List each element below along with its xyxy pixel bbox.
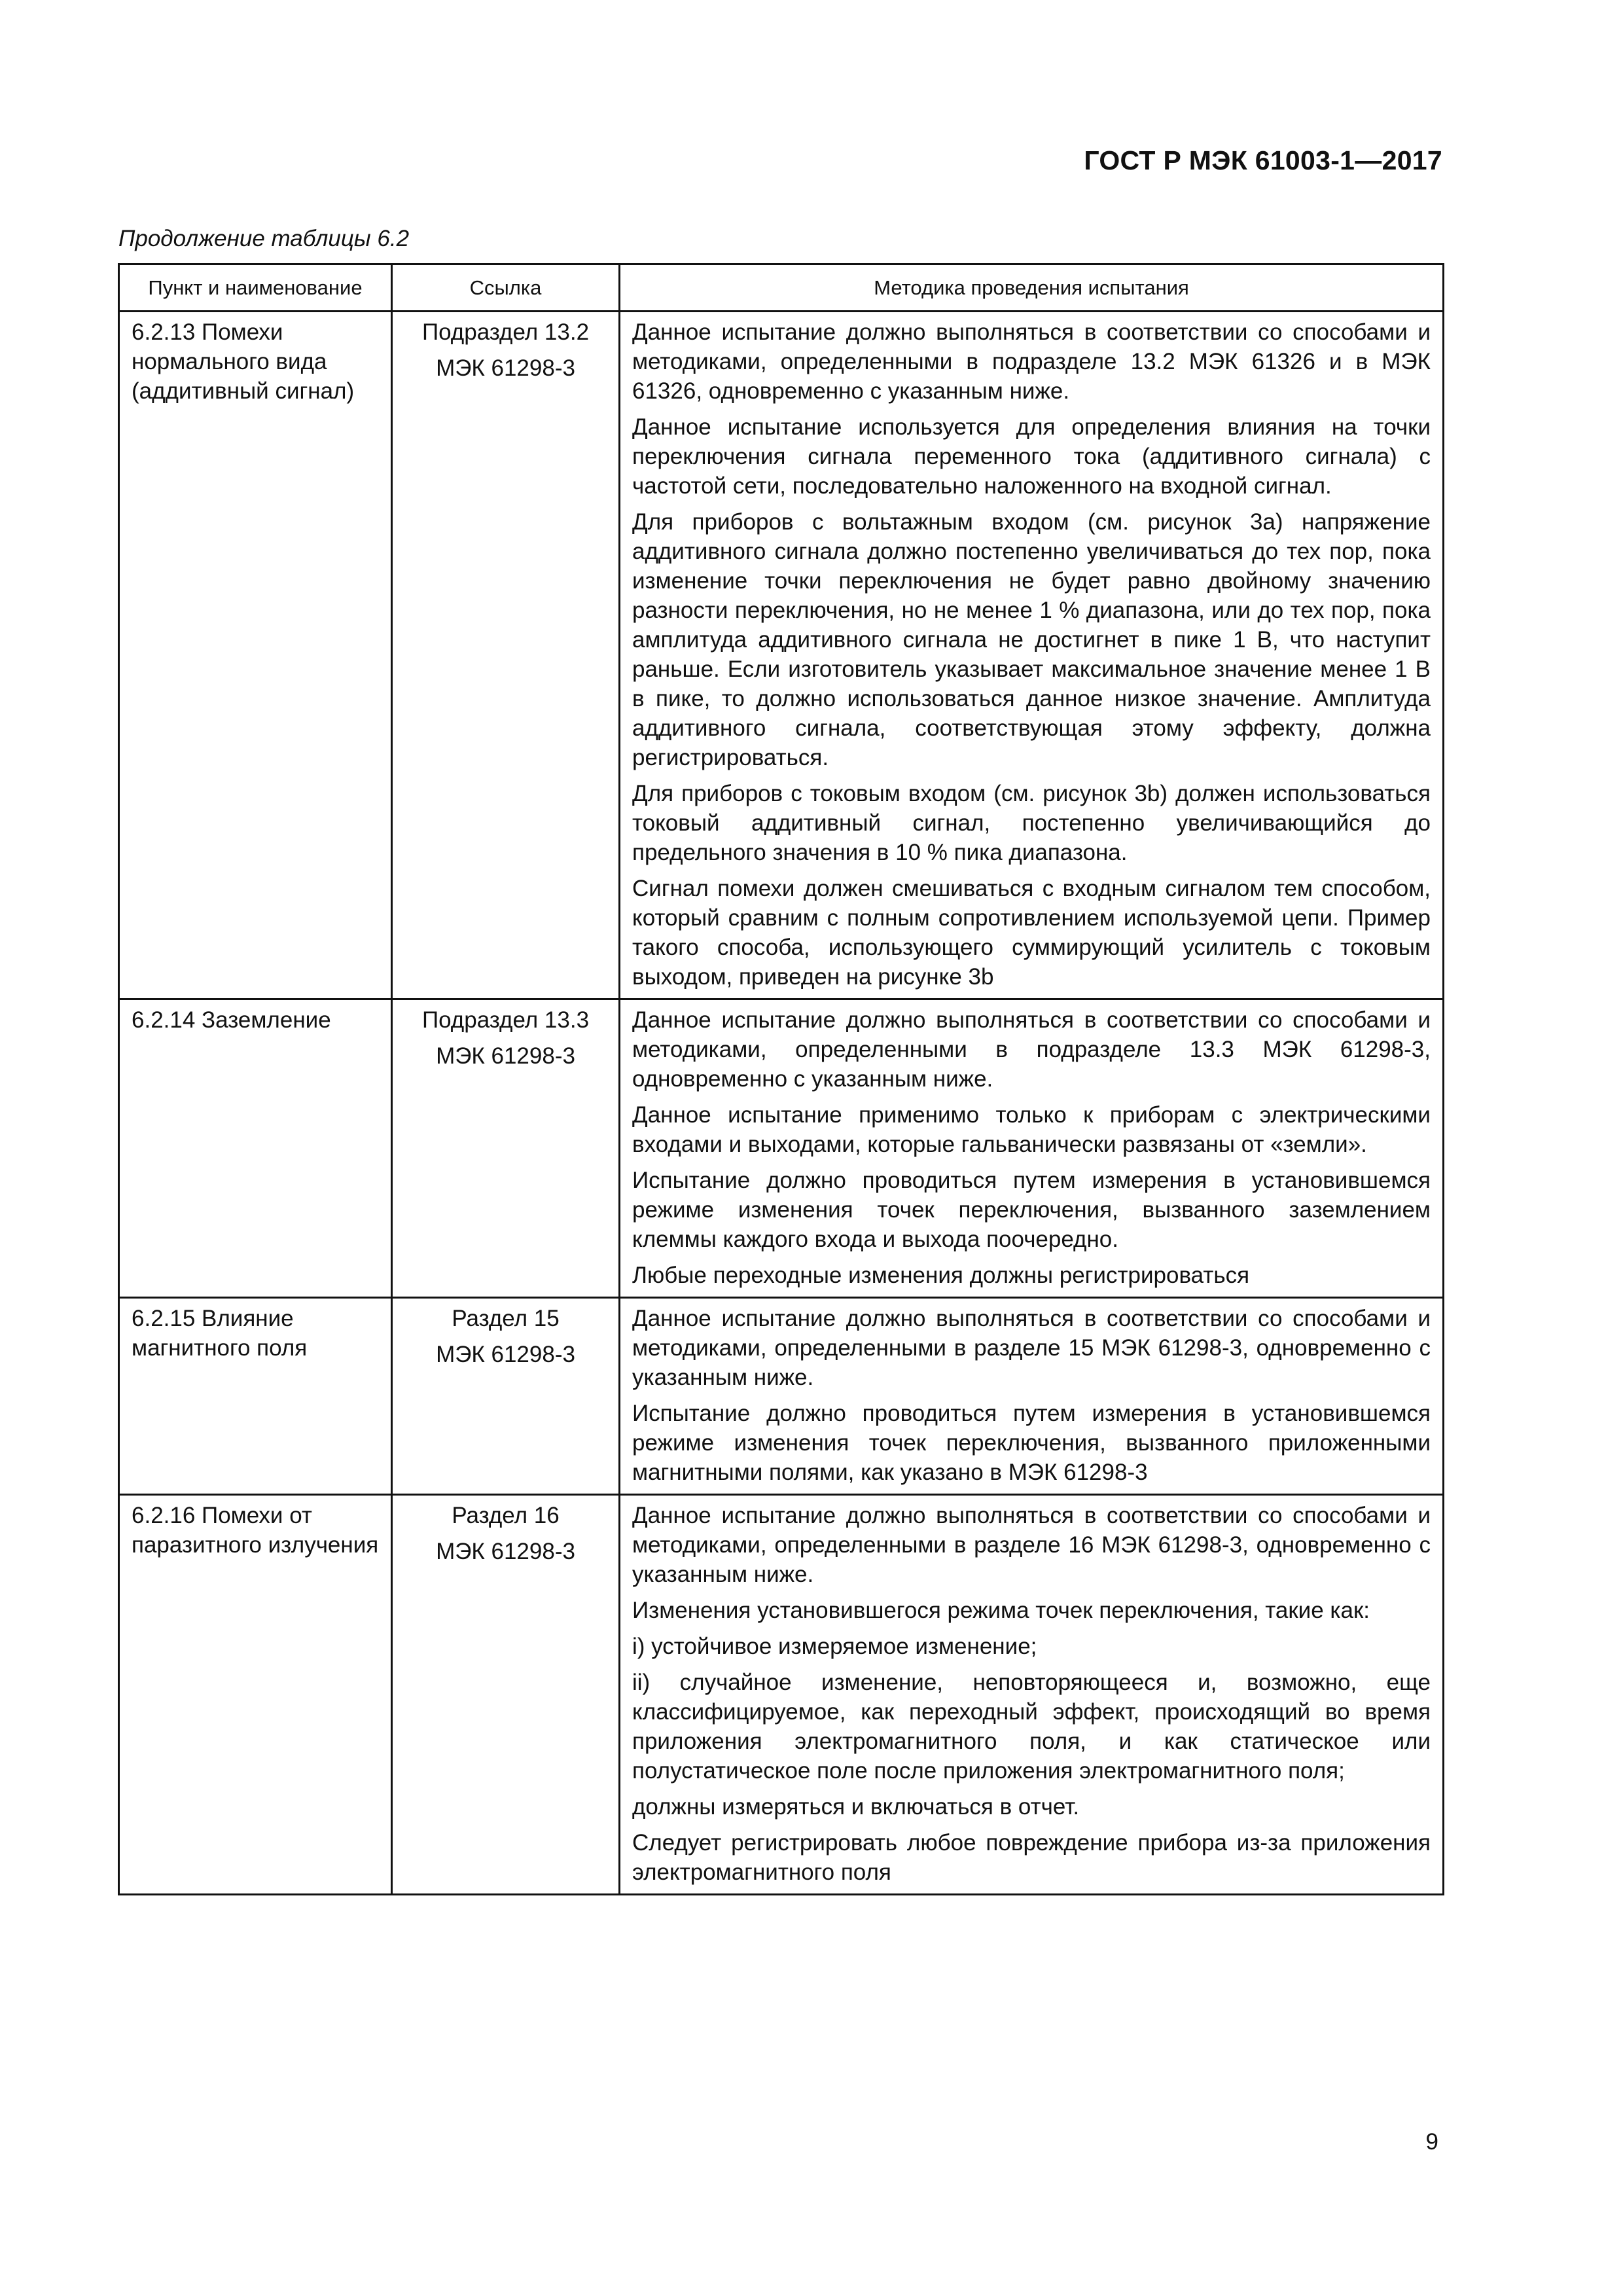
reference-standard: МЭК 61298-3 [436,355,575,381]
item-name: 6.2.14 Заземление [132,1007,331,1033]
reference-standard: МЭК 61298-3 [436,1539,575,1564]
method-paragraph: Данное испытание должно выполняться в соответствии со способами и методиками, определенными в разделе 15 МЭК 61298-3, одновременно с указанным ниже. [632,1306,1431,1390]
method-paragraph: Данное испытание должно выполняться в соответствии со способами и методиками, определенными в подразделе 13.2 МЭК 61326 и в МЭК 61326, одновременно с указанным ниже. [632,319,1431,404]
table-row [119,1298,1444,1495]
reference-cell [392,1298,620,1495]
method-paragraph: Для приборов с вольтажным входом (см. рисунок 3a) напряжение аддитивного сигнала должно постепенно увеличиваться до тех пор, пока изменение точки переключения не будет равно двойному значению разности переключения, но не менее 1 % диапазона, или до тех пор, пока амплитуда аддитивного сигнала не достигнет в пике 1 В, что наступит раньше. Если изготовитель указывает максимальное значение менее 1 В в пике, то должно использоваться данное низкое значение. Амплитуда аддитивного сигнала, соответствующая этому эффекту, должна регистрироваться. [632,509,1431,770]
reference-standard: МЭК 61298-3 [436,1342,575,1367]
method-cell [620,1298,1444,1495]
table-row [119,312,1444,999]
table-row [119,999,1444,1298]
document-title: ГОСТ Р МЭК 61003-1—2017 [1084,145,1442,175]
item-cell [119,312,392,999]
method-paragraph: Изменения установившегося режима точек переключения, такие как: [632,1598,1370,1623]
method-paragraph: Данное испытание применимо только к приборам с электрическими входами и выходами, которые гальванически развязаны от «земли». [632,1102,1431,1157]
method-paragraph: Испытание должно проводиться путем измерения в установившемся режиме изменения точек переключения, вызванного заземлением клеммы каждого входа и выхода поочередно. [632,1168,1431,1252]
item-cell [119,1298,392,1495]
item-name: 6.2.13 Помехи нормального вида (аддитивный сигнал) [132,319,355,404]
method-paragraph: Для приборов с токовым входом (см. рисунок 3b) должен использоваться токовый аддитивный сигнал, постепенно увеличивающийся до предельного значения в 10 % пика диапазона. [632,781,1431,865]
reference-section: Подраздел 13.3 [421,1007,590,1033]
reference-section: Раздел 16 [452,1503,560,1528]
item-name: 6.2.16 Помехи от паразитного излучения [132,1503,379,1558]
reference-cell [392,1495,620,1895]
table-row [119,1495,1444,1895]
method-paragraph: Любые переходные изменения должны регистрироваться [632,1263,1250,1288]
item-cell [119,999,392,1298]
reference-standard: МЭК 61298-3 [436,1043,575,1069]
column-header-reference: Ссылка [392,264,620,312]
method-paragraph: Следует регистрировать любое повреждение прибора из-за приложения электромагнитного поля [632,1830,1431,1885]
column-header-method: Методика проведения испытания [620,264,1444,312]
method-cell [620,1495,1444,1895]
method-paragraph: Данное испытание должно выполняться в соответствии со способами и методиками, определенными в разделе 16 МЭК 61298-3, одновременно с указанным ниже. [632,1503,1431,1587]
table-header-row [119,264,1444,312]
reference-cell [392,999,620,1298]
method-cell [620,999,1444,1298]
method-paragraph: Испытание должно проводиться путем измерения в установившемся режиме изменения точек переключения, вызванного приложенными магнитными полями, как указано в МЭК 61298-3 [632,1401,1431,1485]
reference-cell [392,312,620,999]
method-cell [620,312,1444,999]
item-cell [119,1495,392,1895]
column-header-item: Пункт и наименование [119,264,392,312]
item-name: 6.2.15 Влияние магнитного поля [132,1306,308,1361]
reference-section: Подраздел 13.2 [421,319,590,345]
method-paragraph: Данное испытание используется для определения влияния на точки переключения сигнала переменного тока (аддитивного сигнала) с частотой сети, последовательно наложенного на входной сигнал. [632,414,1431,499]
method-paragraph: должны измеряться и включаться в отчет. [632,1794,1080,1820]
page-number: 9 [1425,2129,1438,2155]
reference-section: Раздел 15 [452,1306,560,1331]
test-methods-table [118,263,1444,1895]
method-paragraph: i) устойчивое измеряемое изменение; [632,1634,1037,1659]
table-caption: Продолжение таблицы 6.2 [118,226,410,251]
method-paragraph: Данное испытание должно выполняться в соответствии со способами и методиками, определенными в подразделе 13.3 МЭК 61298-3, одновременно с указанным ниже. [632,1007,1431,1092]
method-paragraph: Сигнал помехи должен смешиваться с входным сигналом тем способом, который сравним с полным сопротивлением используемой цепи. Пример такого способа, использующего суммирующий усилитель с токовым выходом, приведен на рисунке 3b [632,876,1431,990]
method-paragraph: ii) случайное изменение, неповторяющееся и, возможно, еще классифицируемое, как переходный эффект, происходящий во время приложения электромагнитного поля, и как статическое или полустатическое поле после приложения электромагнитного поля; [632,1670,1431,1784]
